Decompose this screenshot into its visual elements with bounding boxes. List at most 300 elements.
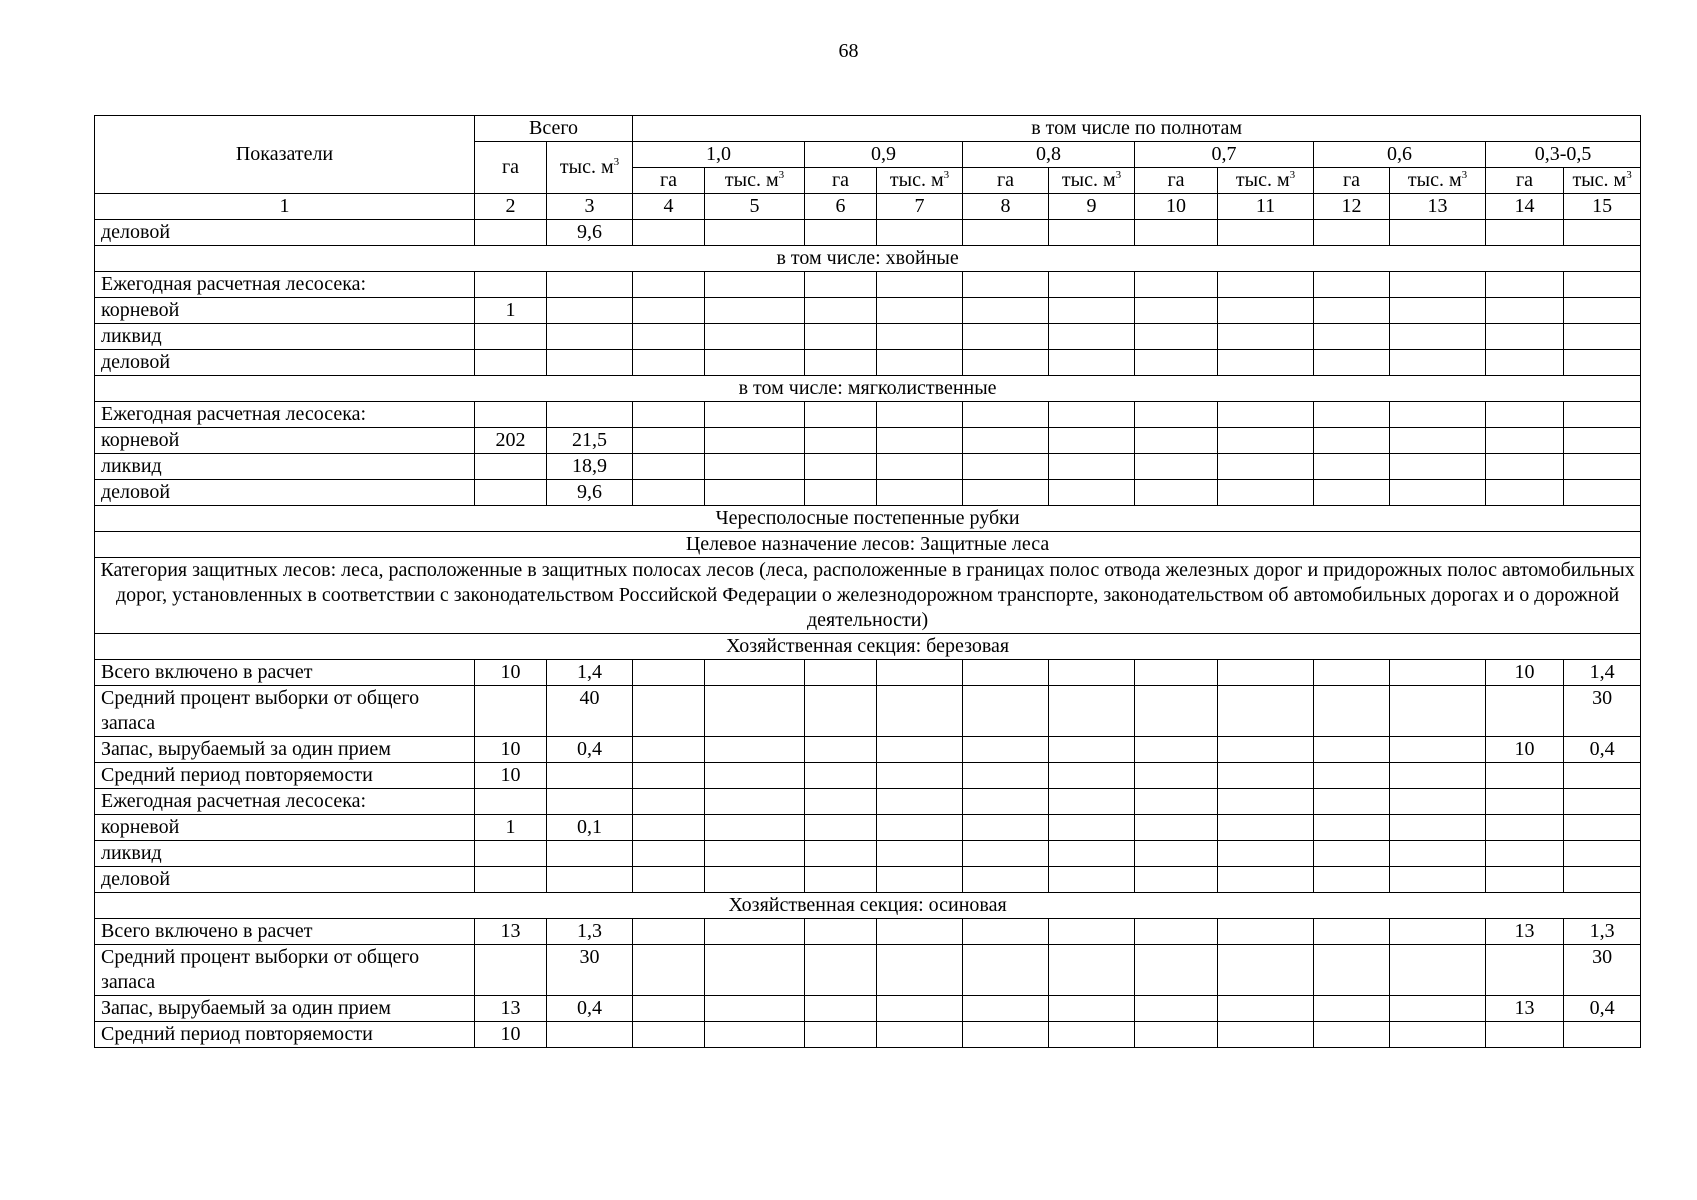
table-cell xyxy=(1314,428,1390,454)
table-cell xyxy=(1135,324,1218,350)
table-cell xyxy=(547,789,633,815)
table-cell xyxy=(805,919,877,945)
table-cell xyxy=(1486,324,1564,350)
table-cell xyxy=(963,402,1049,428)
table-cell xyxy=(547,841,633,867)
table-cell xyxy=(633,686,705,737)
table-cell xyxy=(1135,996,1218,1022)
table-cell xyxy=(633,841,705,867)
table-cell xyxy=(877,815,963,841)
column-number: 7 xyxy=(877,194,963,220)
table-cell xyxy=(963,298,1049,324)
table-cell xyxy=(1135,660,1218,686)
table-cell xyxy=(877,272,963,298)
table-cell xyxy=(963,789,1049,815)
table-cell xyxy=(1390,220,1486,246)
table-cell xyxy=(1314,350,1390,376)
table-cell xyxy=(1564,815,1641,841)
table-cell xyxy=(475,686,547,737)
table-cell xyxy=(1314,737,1390,763)
row-label: корневой xyxy=(95,428,475,454)
table-cell xyxy=(1135,815,1218,841)
table-cell xyxy=(633,945,705,996)
table-cell xyxy=(1314,660,1390,686)
header-unit-volume: тыс. $м^3$ xyxy=(1218,168,1314,194)
row-label: Ежегодная расчетная лесосека: xyxy=(95,789,475,815)
table-cell xyxy=(1390,324,1486,350)
column-number: 9 xyxy=(1049,194,1135,220)
table-cell xyxy=(1049,324,1135,350)
table-cell: 0,4 xyxy=(547,737,633,763)
column-number: 6 xyxy=(805,194,877,220)
table-cell xyxy=(805,945,877,996)
table-cell: 40 xyxy=(547,686,633,737)
table-cell: 1,4 xyxy=(547,660,633,686)
table-cell xyxy=(877,220,963,246)
table-cell xyxy=(1314,480,1390,506)
table-row xyxy=(95,945,1641,996)
table-cell xyxy=(1486,945,1564,996)
column-number: 12 xyxy=(1314,194,1390,220)
table-cell xyxy=(1135,350,1218,376)
row-label: корневой xyxy=(95,298,475,324)
table-cell: 0,4 xyxy=(1564,737,1641,763)
table-cell xyxy=(633,815,705,841)
table-cell xyxy=(475,867,547,893)
table-cell xyxy=(705,428,805,454)
table-cell xyxy=(1135,272,1218,298)
table-cell xyxy=(547,298,633,324)
table-cell xyxy=(1390,480,1486,506)
section-title: Категория защитных лесов: леса, расположенные в защитных полосах лесов (леса, расположенные в границах полос отвода железных дорог и придорожных полос автомобильных дорог, установленных в соответствии с законодательством Российской Федерации о железнодорожном транспорте, законодательством об автомобильных дорогах и о дорожной деятельности) xyxy=(95,558,1641,634)
table-cell xyxy=(705,272,805,298)
table-cell xyxy=(633,480,705,506)
table-cell xyxy=(1135,480,1218,506)
table-body xyxy=(95,220,1641,1048)
row-label: Средний процент выборки от общего запаса xyxy=(95,686,475,737)
table-cell xyxy=(1390,841,1486,867)
table-cell xyxy=(1135,686,1218,737)
table-cell xyxy=(547,350,633,376)
table-cell xyxy=(1314,996,1390,1022)
table-cell xyxy=(1218,324,1314,350)
table-cell xyxy=(963,350,1049,376)
table-cell: 13 xyxy=(475,919,547,945)
table-cell xyxy=(1218,919,1314,945)
header-unit-volume: тыс. $м^3$ xyxy=(1390,168,1486,194)
table-cell xyxy=(1135,220,1218,246)
table-cell xyxy=(805,815,877,841)
table-cell xyxy=(1049,272,1135,298)
row-label: деловой xyxy=(95,220,475,246)
row-label: Запас, вырубаемый за один прием xyxy=(95,996,475,1022)
table-cell xyxy=(1486,1022,1564,1048)
table-cell xyxy=(1314,454,1390,480)
table-cell: 18,9 xyxy=(547,454,633,480)
row-label: деловой xyxy=(95,350,475,376)
table-cell xyxy=(1218,272,1314,298)
header-unit-volume: тыс. $м^3$ xyxy=(877,168,963,194)
section-row xyxy=(95,246,1641,272)
table-cell xyxy=(475,402,547,428)
table-cell xyxy=(1314,763,1390,789)
table-cell: 9,6 xyxy=(547,220,633,246)
table-cell xyxy=(1486,402,1564,428)
section-title: в том числе: мягколиственные xyxy=(95,376,1641,402)
table-cell xyxy=(1135,919,1218,945)
column-number: 4 xyxy=(633,194,705,220)
table-cell xyxy=(1390,737,1486,763)
table-cell xyxy=(705,350,805,376)
header-by-density: в том числе по полнотам xyxy=(633,116,1641,142)
table-cell xyxy=(805,454,877,480)
table-cell xyxy=(805,272,877,298)
table-cell xyxy=(633,660,705,686)
table-row xyxy=(95,324,1641,350)
header-total-volume: тыс. $м^3$ xyxy=(547,142,633,194)
table-cell xyxy=(547,324,633,350)
row-label: Средний период повторяемости xyxy=(95,763,475,789)
table-cell xyxy=(963,815,1049,841)
table-cell xyxy=(1049,350,1135,376)
column-number: 2 xyxy=(475,194,547,220)
table-cell xyxy=(705,454,805,480)
row-label: Запас, вырубаемый за один прием xyxy=(95,737,475,763)
table-cell xyxy=(1218,298,1314,324)
table-cell: 10 xyxy=(1486,660,1564,686)
table-cell xyxy=(1049,841,1135,867)
table-cell xyxy=(1390,428,1486,454)
table-cell xyxy=(1218,737,1314,763)
table-cell xyxy=(705,660,805,686)
table-cell xyxy=(1486,763,1564,789)
table-row xyxy=(95,402,1641,428)
table-cell xyxy=(1314,298,1390,324)
table-cell xyxy=(633,272,705,298)
header-density-2: 0,8 xyxy=(963,142,1135,168)
table-cell xyxy=(805,350,877,376)
table-cell xyxy=(877,763,963,789)
allowable-cut-table xyxy=(94,115,1641,1048)
table-cell xyxy=(1390,919,1486,945)
table-cell xyxy=(1314,841,1390,867)
table-cell xyxy=(877,660,963,686)
table-row xyxy=(95,841,1641,867)
table-cell xyxy=(1218,220,1314,246)
table-cell xyxy=(1218,763,1314,789)
table-cell: 1,3 xyxy=(547,919,633,945)
table-cell xyxy=(705,402,805,428)
section-row xyxy=(95,634,1641,660)
table-cell xyxy=(1218,428,1314,454)
table-cell xyxy=(475,272,547,298)
table-cell xyxy=(963,480,1049,506)
table-cell xyxy=(877,867,963,893)
header-density-4: 0,6 xyxy=(1314,142,1486,168)
table-cell xyxy=(1049,737,1135,763)
table-cell xyxy=(1390,789,1486,815)
table-cell xyxy=(1218,1022,1314,1048)
table-cell xyxy=(877,298,963,324)
table-cell xyxy=(633,996,705,1022)
table-cell xyxy=(1135,945,1218,996)
table-row xyxy=(95,350,1641,376)
table-cell xyxy=(805,789,877,815)
table-cell xyxy=(1564,402,1641,428)
row-label: Средний процент выборки от общего запаса xyxy=(95,945,475,996)
row-label: Всего включено в расчет xyxy=(95,919,475,945)
table-cell: 0,1 xyxy=(547,815,633,841)
header-unit-volume: тыс. $м^3$ xyxy=(705,168,805,194)
table-cell xyxy=(1049,1022,1135,1048)
table-cell xyxy=(1218,686,1314,737)
header-unit-ha: га xyxy=(963,168,1049,194)
table-cell xyxy=(877,1022,963,1048)
table-cell xyxy=(1564,1022,1641,1048)
table-cell xyxy=(1486,454,1564,480)
table-cell xyxy=(1049,945,1135,996)
table-cell xyxy=(633,298,705,324)
table-cell xyxy=(1218,815,1314,841)
table-row xyxy=(95,686,1641,737)
table-row xyxy=(95,480,1641,506)
table-row xyxy=(95,867,1641,893)
table-cell xyxy=(805,737,877,763)
table-cell xyxy=(1049,686,1135,737)
table-cell xyxy=(1314,272,1390,298)
table-cell xyxy=(1564,324,1641,350)
row-label: ликвид xyxy=(95,454,475,480)
table-cell xyxy=(633,737,705,763)
table-cell xyxy=(963,220,1049,246)
table-cell xyxy=(475,841,547,867)
table-cell xyxy=(805,324,877,350)
section-title: Чересполосные постепенные рубки xyxy=(95,506,1641,532)
table-cell xyxy=(1049,996,1135,1022)
table-cell xyxy=(705,324,805,350)
table-cell xyxy=(963,763,1049,789)
table-cell xyxy=(1564,428,1641,454)
section-title: Целевое назначение лесов: Защитные леса xyxy=(95,532,1641,558)
table-cell xyxy=(877,480,963,506)
table-cell xyxy=(877,428,963,454)
table-cell xyxy=(1218,867,1314,893)
table-cell xyxy=(963,324,1049,350)
table-cell xyxy=(1564,480,1641,506)
table-cell xyxy=(877,996,963,1022)
table-cell: 9,6 xyxy=(547,480,633,506)
table-cell xyxy=(1049,220,1135,246)
column-number: 10 xyxy=(1135,194,1218,220)
table-cell xyxy=(547,1022,633,1048)
header-unit-ha: га xyxy=(1314,168,1390,194)
table-cell xyxy=(805,402,877,428)
table-cell xyxy=(1486,867,1564,893)
table-cell xyxy=(963,996,1049,1022)
row-label: Ежегодная расчетная лесосека: xyxy=(95,272,475,298)
table-cell xyxy=(877,686,963,737)
table-cell xyxy=(877,789,963,815)
table-cell xyxy=(547,402,633,428)
table-cell xyxy=(1486,789,1564,815)
table-cell xyxy=(805,480,877,506)
table-cell xyxy=(475,220,547,246)
table-cell xyxy=(475,324,547,350)
table-row xyxy=(95,428,1641,454)
table-cell xyxy=(1390,815,1486,841)
table-cell xyxy=(1390,660,1486,686)
table-row xyxy=(95,996,1641,1022)
table-cell xyxy=(1135,763,1218,789)
table-cell xyxy=(633,919,705,945)
table-cell: 10 xyxy=(475,763,547,789)
table-cell: 1,4 xyxy=(1564,660,1641,686)
table-cell xyxy=(1049,867,1135,893)
table-cell: 0,4 xyxy=(1564,996,1641,1022)
table-cell xyxy=(1135,298,1218,324)
section-row xyxy=(95,532,1641,558)
table-header xyxy=(95,116,1641,220)
table-cell: 30 xyxy=(1564,686,1641,737)
table-cell xyxy=(1390,867,1486,893)
table-cell xyxy=(1049,402,1135,428)
table-row xyxy=(95,1022,1641,1048)
table-cell xyxy=(877,402,963,428)
table-cell xyxy=(963,686,1049,737)
table-cell xyxy=(1390,298,1486,324)
table-row xyxy=(95,272,1641,298)
table-cell xyxy=(705,220,805,246)
column-number: 3 xyxy=(547,194,633,220)
table-cell xyxy=(547,763,633,789)
table-row xyxy=(95,919,1641,945)
table-cell xyxy=(963,454,1049,480)
table-cell xyxy=(1486,815,1564,841)
table-cell xyxy=(1564,350,1641,376)
table-cell xyxy=(805,298,877,324)
table-cell: 1,3 xyxy=(1564,919,1641,945)
header-density-1: 0,9 xyxy=(805,142,963,168)
table-cell xyxy=(1135,1022,1218,1048)
table-cell xyxy=(1049,919,1135,945)
table-cell xyxy=(1218,789,1314,815)
table-cell xyxy=(1564,220,1641,246)
table-cell xyxy=(877,454,963,480)
table-row xyxy=(95,660,1641,686)
table-cell xyxy=(633,1022,705,1048)
table-cell xyxy=(963,428,1049,454)
header-unit-ha: га xyxy=(805,168,877,194)
table-cell xyxy=(705,789,805,815)
table-cell: 30 xyxy=(547,945,633,996)
table-cell xyxy=(1049,428,1135,454)
table-cell xyxy=(1049,763,1135,789)
table-cell xyxy=(1486,480,1564,506)
row-label: ликвид xyxy=(95,324,475,350)
table-cell xyxy=(1314,867,1390,893)
table-cell xyxy=(805,763,877,789)
table-cell xyxy=(1314,1022,1390,1048)
table-cell xyxy=(1390,686,1486,737)
table-cell xyxy=(475,350,547,376)
table-cell xyxy=(633,324,705,350)
table-cell xyxy=(1564,867,1641,893)
table-cell xyxy=(705,686,805,737)
table-cell xyxy=(963,737,1049,763)
table-cell xyxy=(1314,324,1390,350)
table-row xyxy=(95,220,1641,246)
table-cell xyxy=(1314,789,1390,815)
table-row xyxy=(95,763,1641,789)
header-indicators: Показатели xyxy=(95,116,475,194)
header-total: Всего xyxy=(475,116,633,142)
column-number: 1 xyxy=(95,194,475,220)
table-cell xyxy=(1314,220,1390,246)
table-cell xyxy=(1049,298,1135,324)
table-cell xyxy=(1390,945,1486,996)
table-cell xyxy=(1049,660,1135,686)
table-cell: 1 xyxy=(475,298,547,324)
table-cell xyxy=(1049,789,1135,815)
section-title: в том числе: хвойные xyxy=(95,246,1641,272)
table-cell xyxy=(877,841,963,867)
table-cell xyxy=(1049,480,1135,506)
header-unit-ha: га xyxy=(1486,168,1564,194)
table-cell xyxy=(805,1022,877,1048)
table-cell xyxy=(475,789,547,815)
table-cell xyxy=(1135,841,1218,867)
section-row xyxy=(95,376,1641,402)
table-cell xyxy=(1486,841,1564,867)
row-label: корневой xyxy=(95,815,475,841)
table-cell xyxy=(1135,428,1218,454)
table-cell xyxy=(475,454,547,480)
table-cell xyxy=(805,841,877,867)
table-cell xyxy=(705,737,805,763)
table-cell xyxy=(1390,996,1486,1022)
row-label: Ежегодная расчетная лесосека: xyxy=(95,402,475,428)
section-row xyxy=(95,506,1641,532)
table-cell xyxy=(1486,428,1564,454)
table-cell xyxy=(705,298,805,324)
table-cell xyxy=(1564,272,1641,298)
table-cell xyxy=(705,945,805,996)
table-cell xyxy=(963,919,1049,945)
table-cell xyxy=(963,945,1049,996)
table-cell xyxy=(1218,841,1314,867)
table-cell: 13 xyxy=(475,996,547,1022)
table-cell xyxy=(705,815,805,841)
table-cell xyxy=(1218,996,1314,1022)
table-cell xyxy=(1486,220,1564,246)
table-row xyxy=(95,454,1641,480)
table-cell xyxy=(1314,945,1390,996)
table-cell xyxy=(1218,350,1314,376)
column-number: 8 xyxy=(963,194,1049,220)
table-cell xyxy=(1564,298,1641,324)
header-unit-volume: тыс. $м^3$ xyxy=(1049,168,1135,194)
table-cell xyxy=(1314,686,1390,737)
table-cell xyxy=(805,660,877,686)
row-label: Всего включено в расчет xyxy=(95,660,475,686)
table-cell xyxy=(1314,402,1390,428)
column-number: 11 xyxy=(1218,194,1314,220)
table-cell: 10 xyxy=(475,737,547,763)
table-cell xyxy=(705,480,805,506)
header-density-0: 1,0 xyxy=(633,142,805,168)
header-unit-ha: га xyxy=(633,168,705,194)
table-cell xyxy=(1049,815,1135,841)
